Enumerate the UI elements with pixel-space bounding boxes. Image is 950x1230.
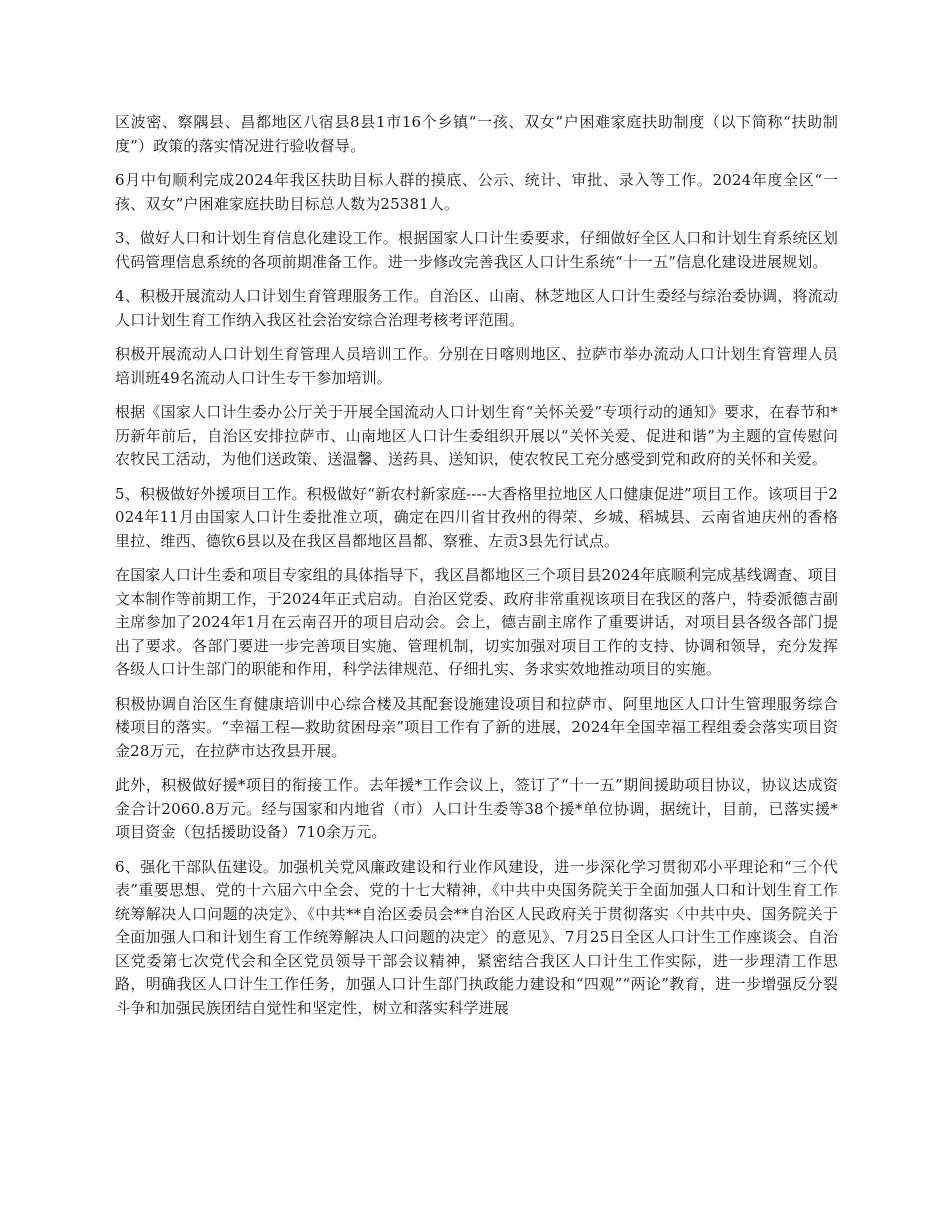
paragraph-11: 6、强化干部队伍建设。加强机关党风廉政建设和行业作风建设，进一步深化学习贯彻邓小平理论和“三个代表”重要思想、党的十六届六中全会、党的十七大精神，《中共中央国务院关于全面加强人口和计划生育工作统筹解决人口问题的决定》、《中共**自治区委员会**自治区人民政府关于贯彻落实〈中共中央、国务院关于全面加强人口和计划生育工作统筹解决人口问题的决定〉的意见》、7月25日全区人口计生工作座谈会、自治区党委第七次党代会和全区党员领导干部会议精神，紧密结合我区人口计生工作实际，进一步理清工作思路，明确我区人口计生工作任务，加强人口计生部门执政能力建设和“四观”“两论”教育，进一步增强反分裂斗争和加强民族团结自觉性和坚定性，树立和落实科学进展: [115, 857, 838, 1017]
paragraph-2: 6月中旬顺利完成2024年我区扶助目标人群的摸底、公示、统计、审批、录入等工作。2024年度全区“一孩、双女”户困难家庭扶助目标总人数为25381人。: [115, 171, 838, 213]
paragraph-9: 积极协调自治区生育健康培训中心综合楼及其配套设施建设项目和拉萨市、阿里地区人口计生管理服务综合楼项目的落实。“幸福工程—救助贫困母亲”项目工作有了新的进展，2024年全国幸福工程组委会落实项目资金28万元，在拉萨市达孜县开展。: [115, 694, 838, 760]
paragraph-10: 此外，积极做好援*项目的衔接工作。去年援*工作会议上，签订了“十一五”期间援助项目协议，协议达成资金合计2060.8万元。经与国家和内地省（市）人口计生委等38个援*单位协调，据统计，目前，已落实援*项目资金（包括援助设备）710余万元。: [115, 776, 838, 841]
paragraph-5: 积极开展流动人口计划生育管理人员培训工作。分别在日喀则地区、拉萨市举办流动人口计划生育管理人员培训班49名流动人口计生专干参加培训。: [115, 345, 838, 387]
paragraph-6: 根据《国家人口计生委办公厅关于开展全国流动人口计划生育“关怀关爱”专项行动的通知》要求，在春节和*历新年前后，自治区安排拉萨市、山南地区人口计生委组织开展以“关怀关爱、促进和谐”为主题的宣传慰问农牧民工活动，为他们送政策、送温馨、送药具、送知识，使农牧民工充分感受到党和政府的关怀和关爱。: [115, 403, 838, 468]
paragraph-1: 区波密、察隅县、昌都地区八宿县8县1市16个乡镇“一孩、双女”户困难家庭扶助制度（以下简称“扶助制度”）政策的落实情况进行验收督导。: [115, 113, 838, 155]
paragraph-8: 在国家人口计生委和项目专家组的具体指导下，我区昌都地区三个项目县2024年底顺利完成基线调查、项目文本制作等前期工作，于2024年正式启动。自治区党委、政府非常重视该项目在我区的落户，特委派德吉副主席参加了2024年1月在云南召开的项目启动会。会上，德吉副主席作了重要讲话，对项目县各级各部门提出了要求。各部门要进一步完善项目实施、管理机制，切实加强对项目工作的支持、协调和领导，充分发挥各级人口计生部门的职能和作用，科学法律规范、仔细扎实、务求实效地推动项目的实施。: [115, 566, 838, 678]
paragraph-3: 3、做好人口和计划生育信息化建设工作。根据国家人口计生委要求，仔细做好全区人口和计划生育系统区划代码管理信息系统的各项前期准备工作。进一步修改完善我区人口计生系统“十一五”信息化建设进展规划。: [115, 229, 838, 271]
paragraph-4: 4、积极开展流动人口计划生育管理服务工作。自治区、山南、林芝地区人口计生委经与综治委协调，将流动人口计划生育工作纳入我区社会治安综合治理考核考评范围。: [115, 287, 838, 329]
paragraph-7: 5、积极做好外援项目工作。积极做好“新农村新家庭----大香格里拉地区人口健康促进”项目工作。该项目于2024年11月由国家人口计生委批准立项，确定在四川省甘孜州的得荣、乡城、稻城县、云南省迪庆州的香格里拉、维西、德钦6县以及在我区昌都地区昌都、察雅、左贡3县先行试点。: [115, 484, 838, 550]
